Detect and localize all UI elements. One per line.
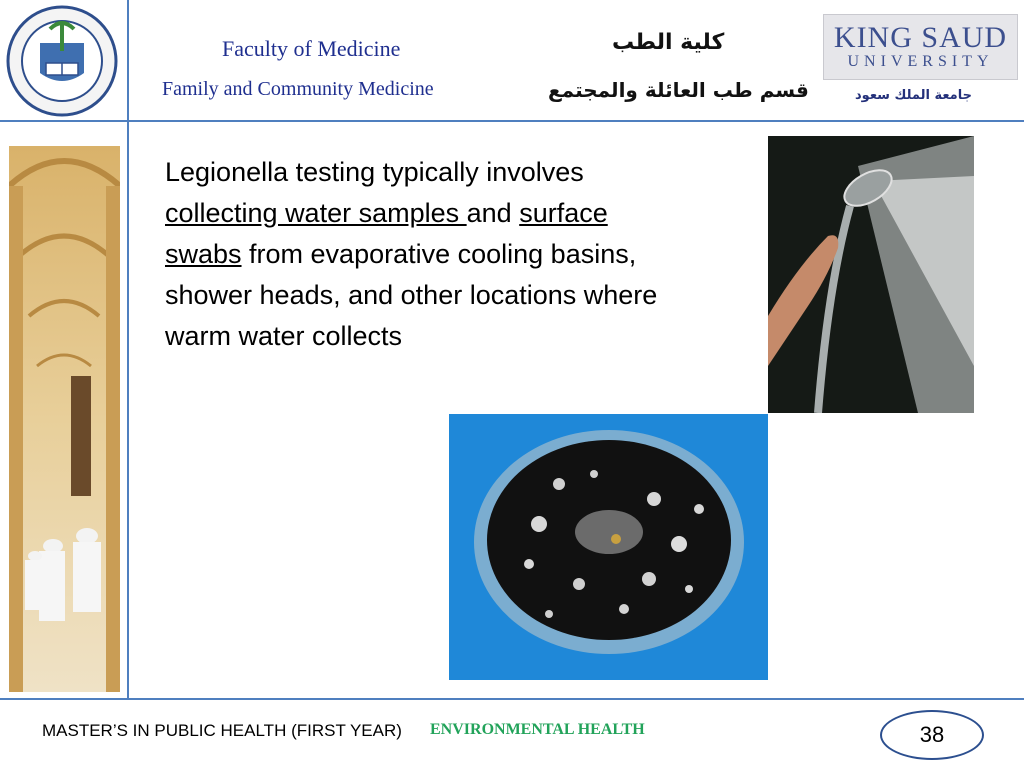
shower-head-photo [768, 136, 974, 413]
faculty-title: Faculty of Medicine [222, 36, 401, 61]
petri-dish-photo [449, 414, 768, 680]
course-title: MASTER’S IN PUBLIC HEALTH (FIRST YEAR) [42, 721, 402, 740]
sidebar-divider [127, 0, 129, 700]
footer-divider [0, 698, 1024, 700]
header-divider [0, 120, 1024, 122]
faculty-title-arabic: كلية الطب [612, 30, 725, 55]
surface-swabs-link[interactable]: surface swabs [165, 198, 608, 269]
university-logo [823, 14, 1018, 80]
university-name-arabic: جامعة الملك سعود [855, 88, 972, 103]
topic-title: ENVIRONMENTAL HEALTH [430, 721, 645, 738]
body-text-part3: from evaporative cooling basins, shower heads, and other locations where warm water collects [165, 239, 658, 351]
ksu-emblem-icon [6, 3, 118, 119]
collecting-water-samples-link[interactable]: collecting water samples [165, 198, 467, 228]
corridor-photo [9, 146, 120, 692]
body-text-part1: Legionella testing typically involves [165, 157, 584, 187]
body-text [165, 152, 685, 357]
department-title-arabic: قسم طب العائلة والمجتمع [548, 78, 809, 102]
department-title: Family and Community Medicine [162, 78, 434, 100]
university-logo-line2: UNIVERSITY [847, 53, 994, 70]
page-number: 38 [880, 710, 984, 760]
university-logo-line1: KING SAUD [833, 21, 1008, 54]
body-text-part2: and [466, 198, 520, 228]
